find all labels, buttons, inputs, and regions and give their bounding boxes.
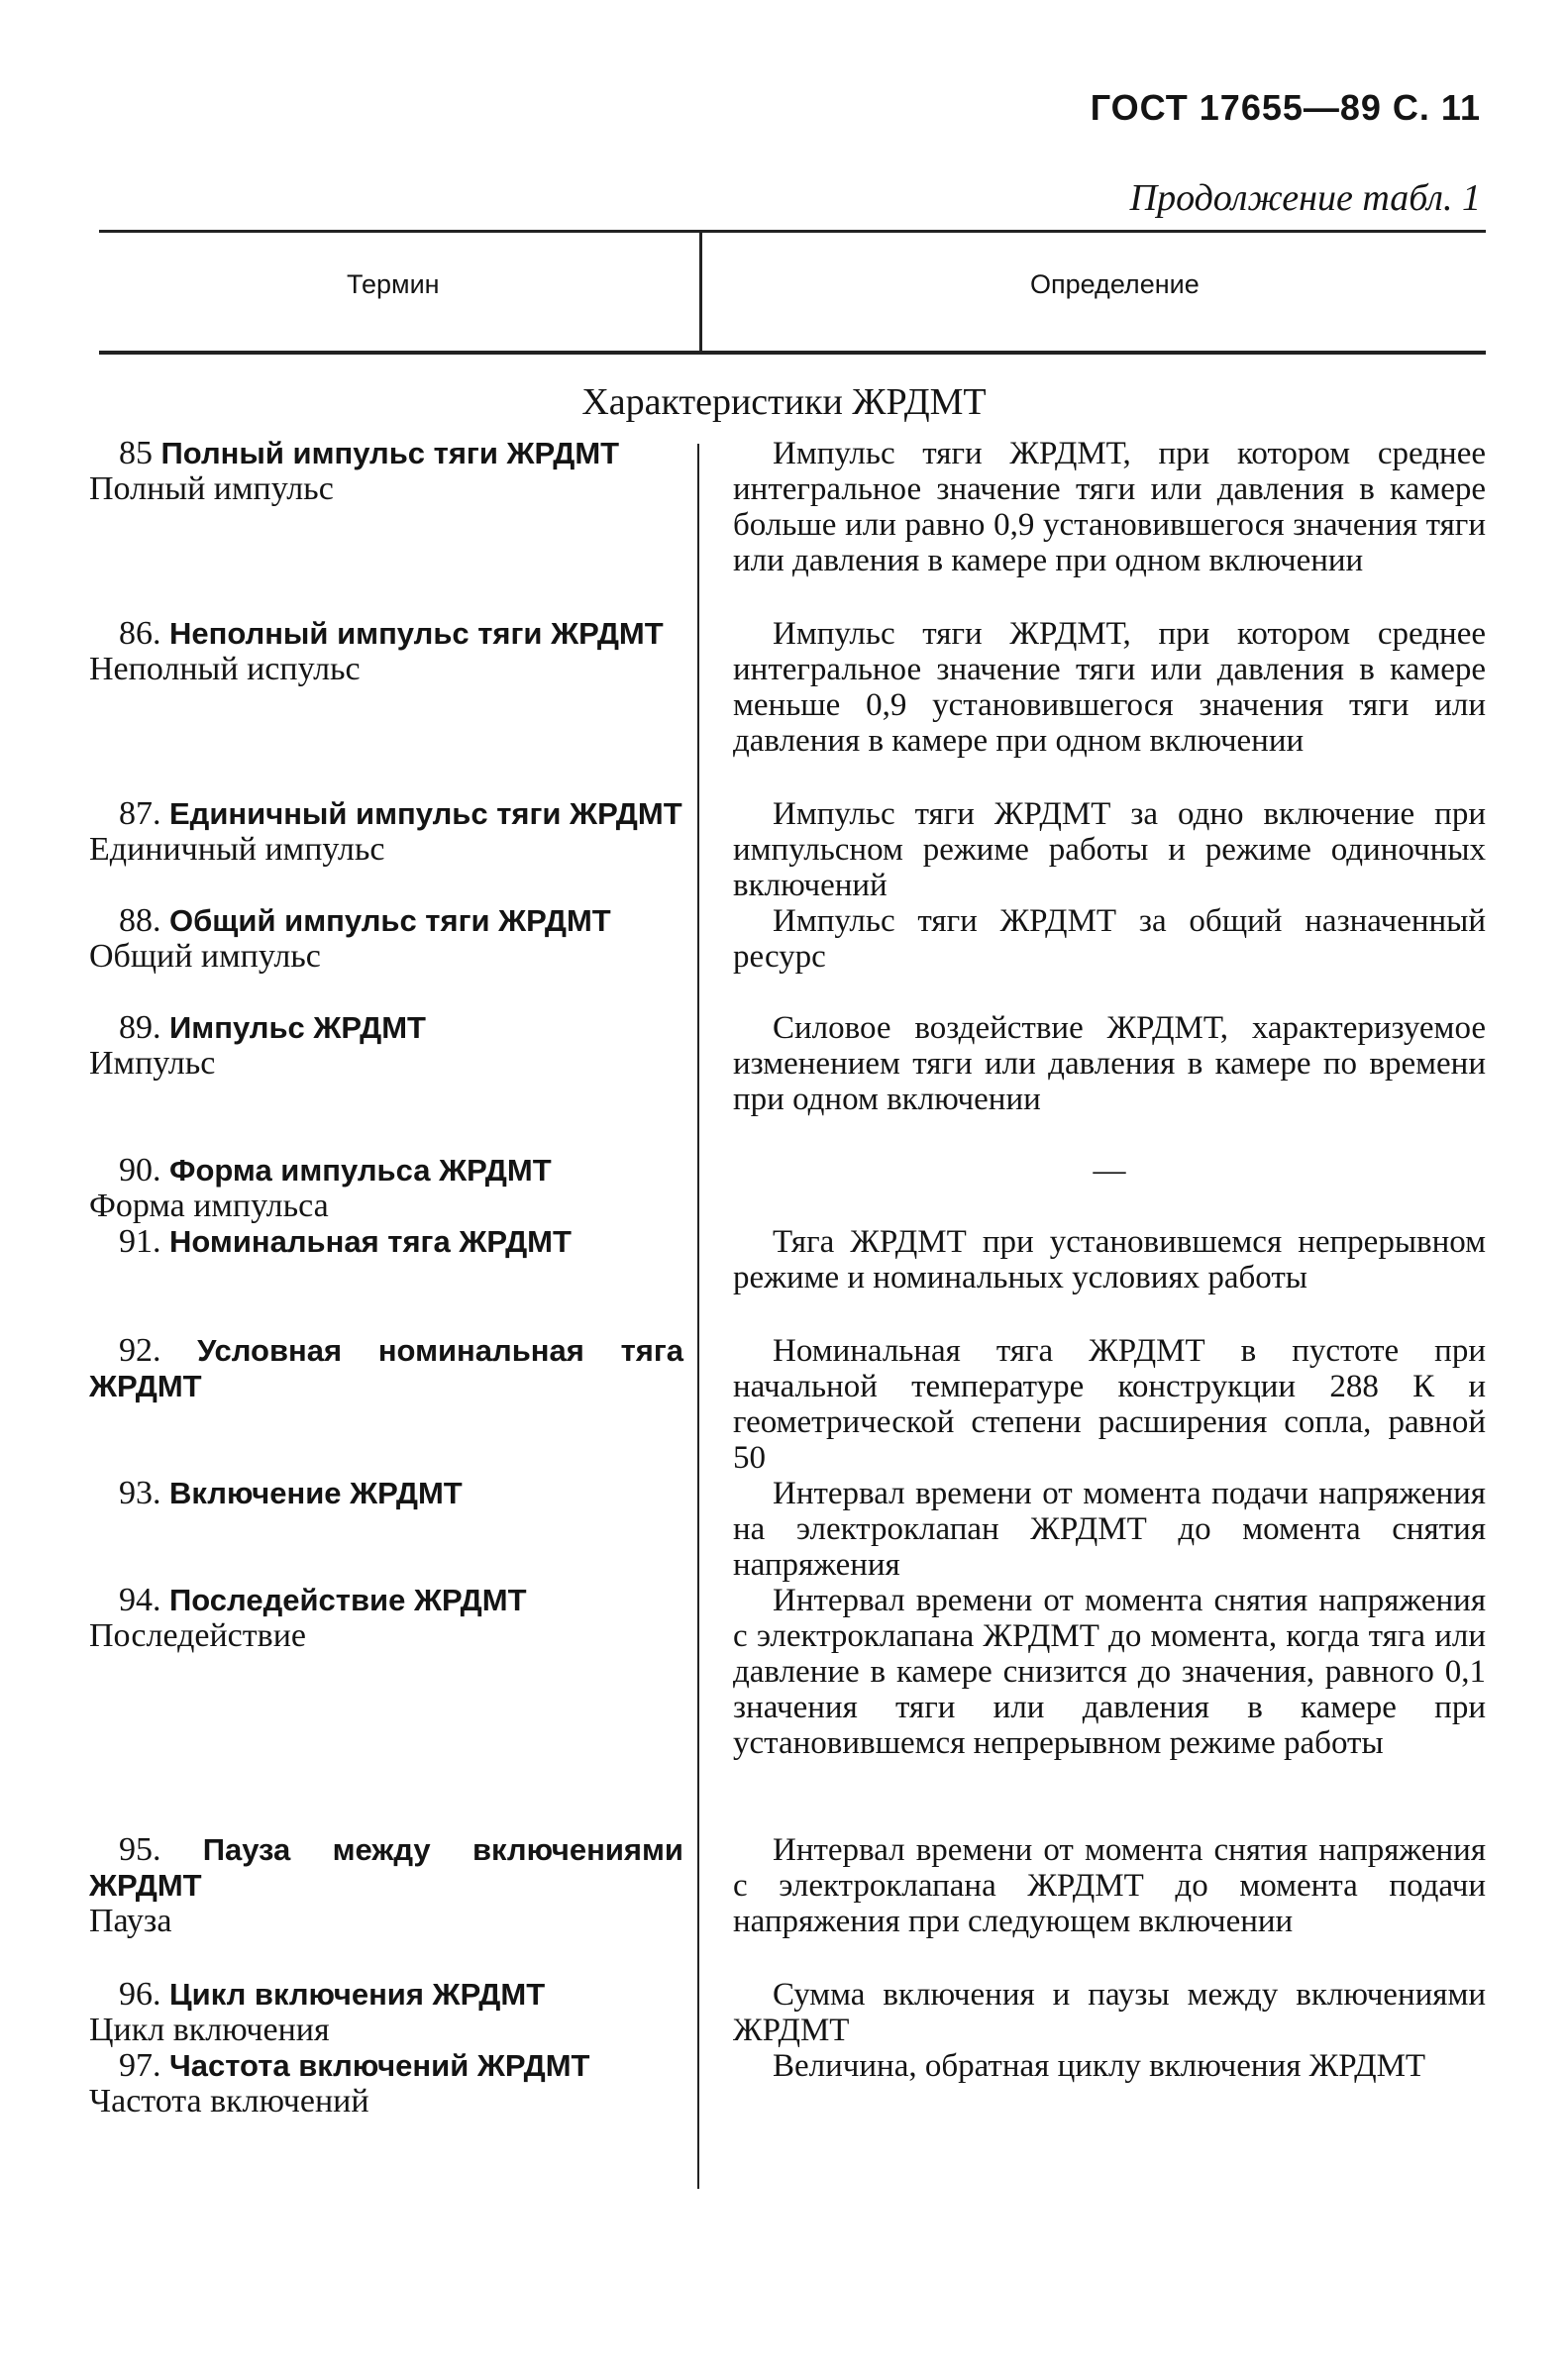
definition-cell: Импульс тяги ЖРДМТ за общий назначенный ресурс	[733, 903, 1486, 975]
term-cell	[89, 436, 683, 507]
term-short-form: Пауза	[89, 1903, 172, 1939]
term-cell	[89, 1583, 683, 1654]
column-divider-body	[697, 444, 699, 2189]
term-title: 92. Условная номинальная тяга ЖРДМТ	[89, 1332, 684, 1403]
definition-cell: Тяга ЖРДМТ при установившемся непрерывном режиме и номинальных условиях работы	[733, 1224, 1486, 1295]
term-cell	[89, 1224, 683, 1260]
definition-cell: Величина, обратная циклу включения ЖРДМТ	[773, 2048, 1426, 2084]
term-title: 85 Полный импульс тяги ЖРДМТ	[119, 435, 620, 471]
term-short-form: Единичный импульс	[89, 831, 385, 868]
term-title: 97. Частота включений ЖРДМТ	[119, 2047, 590, 2084]
term-short-form: Неполный испульс	[89, 651, 361, 687]
term-title: 96. Цикл включения ЖРДМТ	[119, 1976, 546, 2013]
standard-header: ГОСТ 17655—89 С. 11	[1090, 87, 1481, 128]
term-cell	[89, 903, 683, 975]
definition-cell: Импульс тяги ЖРДМТ, при котором среднее интегральное значение тяги или давления в камере больше или равно 0,9 установившегося значения тяги или давления в камере при одном включении	[733, 436, 1486, 578]
column-header-definition: Определение	[1030, 269, 1200, 299]
term-cell	[89, 1010, 683, 1082]
term-cell	[89, 1977, 683, 2048]
definition-cell: Силовое воздействие ЖРДМТ, характеризуемое изменением тяги или давления в камере по времени при одном включении	[733, 1010, 1486, 1117]
term-title: 86. Неполный импульс тяги ЖРДМТ	[119, 615, 664, 652]
term-cell	[89, 2048, 683, 2120]
term-cell	[89, 1333, 683, 1404]
term-title: 91. Номинальная тяга ЖРДМТ	[119, 1223, 572, 1260]
definition-cell: —	[1093, 1153, 1126, 1189]
term-cell	[89, 616, 683, 687]
column-divider-head	[699, 230, 702, 351]
term-cell	[89, 1832, 683, 1939]
term-cell	[89, 1153, 683, 1224]
term-title: 93. Включение ЖРДМТ	[119, 1475, 463, 1511]
definition-cell: Интервал времени от момента снятия напряжения с электроклапана ЖРДМТ до момента подачи напряжения при следующем включении	[733, 1832, 1486, 1939]
term-short-form: Последействие	[89, 1617, 306, 1654]
definition-cell: Интервал времени от момента снятия напряжения с электроклапана ЖРДМТ до момента, когда тяга или давление в камере снизится до значения, равного 0,1 значения тяги или давления в камере при установившемся непрерывном режиме работы	[733, 1583, 1486, 1761]
term-title: 94. Последействие ЖРДМТ	[119, 1582, 527, 1618]
term-title: 90. Форма импульса ЖРДМТ	[119, 1152, 552, 1189]
definition-cell: Интервал времени от момента подачи напряжения на электроклапан ЖРДМТ до момента снятия напряжения	[733, 1476, 1486, 1583]
column-header-term: Термин	[347, 269, 440, 299]
term-title: 87. Единичный импульс тяги ЖРДМТ	[119, 795, 682, 832]
term-title: 95. Пауза между включениями ЖРДМТ	[89, 1831, 683, 1903]
section-title: Характеристики ЖРДМТ	[581, 381, 987, 423]
term-short-form: Форма импульса	[89, 1188, 329, 1224]
term-short-form: Импульс	[89, 1045, 216, 1082]
term-cell	[89, 796, 683, 868]
term-short-form: Цикл включения	[89, 2012, 330, 2048]
term-short-form: Частота включений	[89, 2083, 369, 2120]
definition-cell: Номинальная тяга ЖРДМТ в пустоте при начальной температуре конструкции 288 К и геометрической степени расширения сопла, равной 50	[733, 1333, 1486, 1476]
definition-cell: Импульс тяги ЖРДМТ за одно включение при импульсном режиме работы и режиме одиночных включений	[733, 796, 1486, 903]
term-title: 88. Общий импульс тяги ЖРДМТ	[119, 902, 611, 939]
table-header-rule	[99, 351, 1486, 355]
term-short-form: Полный импульс	[89, 470, 334, 507]
definition-cell: Импульс тяги ЖРДМТ, при котором среднее интегральное значение тяги или давления в камере меньше 0,9 установившегося значения тяги или давления в камере при одном включении	[733, 616, 1486, 759]
term-cell	[89, 1476, 683, 1511]
table-continuation-label: Продолжение табл. 1	[1129, 177, 1481, 219]
term-short-form: Общий импульс	[89, 938, 321, 975]
table-top-rule	[99, 230, 1486, 233]
term-title: 89. Импульс ЖРДМТ	[119, 1009, 426, 1046]
definition-cell: Сумма включения и паузы между включениями ЖРДМТ	[733, 1977, 1486, 2048]
